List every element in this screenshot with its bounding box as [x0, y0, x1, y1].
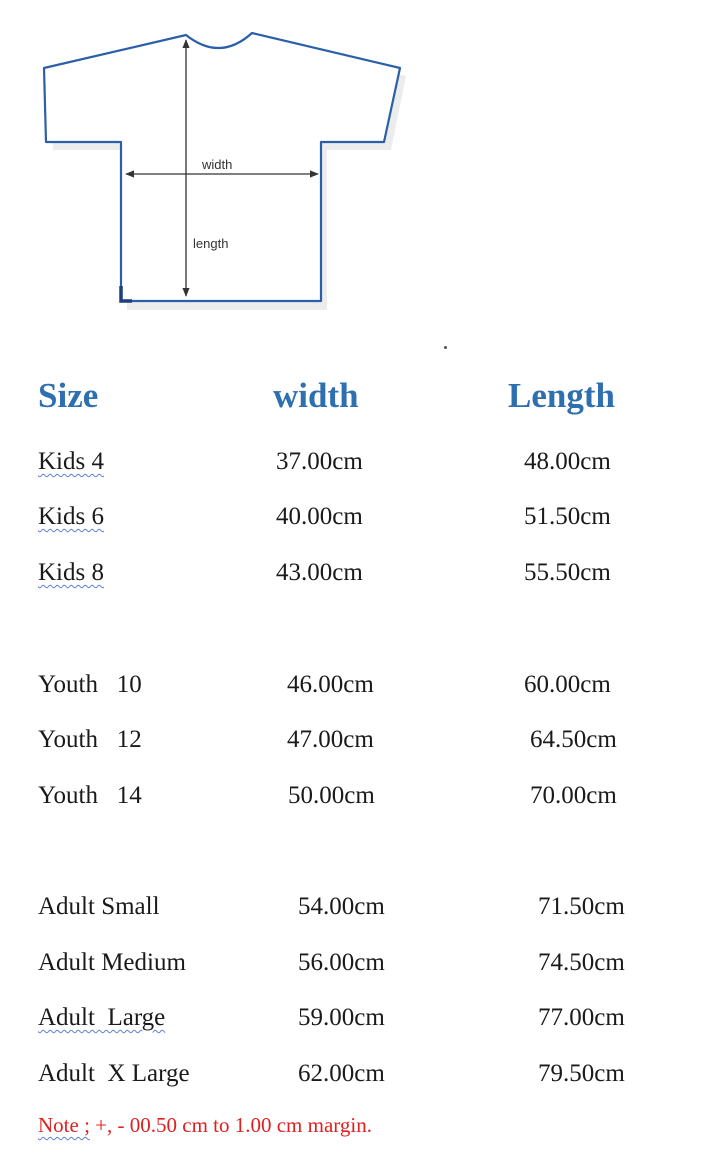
row-width-youth-10: 46.00cm [287, 671, 374, 698]
stray-dot [444, 346, 447, 349]
row-length-kids-8: 55.50cm [524, 559, 611, 586]
tshirt-measurement-diagram [0, 0, 440, 320]
row-length-adult-large: 77.00cm [538, 1004, 625, 1031]
row-width-youth-14: 50.00cm [288, 782, 375, 809]
row-size-adult-small: Adult Small [38, 893, 160, 920]
row-size-kids-8: Kids 8 [38, 559, 104, 586]
row-size-youth-10: Youth 10 [38, 671, 142, 698]
header-length: Length [508, 376, 615, 415]
row-size-adult-medium: Adult Medium [38, 949, 186, 976]
row-size-youth-12: Youth 12 [38, 726, 142, 753]
row-width-adult-small: 54.00cm [298, 893, 385, 920]
note-text: +, - 00.50 cm to 1.00 cm margin. [89, 1113, 372, 1137]
row-length-youth-14: 70.00cm [530, 782, 617, 809]
row-size-youth-14: Youth 14 [38, 782, 142, 809]
row-size-adult-large: Adult Large [38, 1004, 166, 1031]
row-width-youth-12: 47.00cm [287, 726, 374, 753]
row-width-kids-6: 40.00cm [276, 503, 363, 530]
note-prefix: Note ; [38, 1113, 90, 1137]
row-width-adult-medium: 56.00cm [298, 949, 385, 976]
row-length-adult-medium: 74.50cm [538, 949, 625, 976]
margin-note [38, 1112, 372, 1138]
row-length-youth-10: 60.00cm [524, 671, 611, 698]
row-size-kids-6: Kids 6 [38, 503, 104, 530]
row-length-youth-12: 64.50cm [530, 726, 617, 753]
row-width-adult-x-large: 62.00cm [298, 1060, 385, 1087]
width-label: width [202, 157, 233, 172]
length-label: length [193, 236, 229, 251]
row-width-kids-4: 37.00cm [276, 448, 363, 475]
row-size-adult-x-large: Adult X Large [38, 1060, 190, 1087]
header-width: width [273, 376, 359, 415]
row-length-adult-x-large: 79.50cm [538, 1060, 625, 1087]
row-length-kids-4: 48.00cm [524, 448, 611, 475]
row-length-kids-6: 51.50cm [524, 503, 611, 530]
row-length-adult-small: 71.50cm [538, 893, 625, 920]
header-size: Size [38, 376, 99, 415]
row-width-adult-large: 59.00cm [298, 1004, 385, 1031]
row-width-kids-8: 43.00cm [276, 559, 363, 586]
row-size-kids-4: Kids 4 [38, 448, 104, 475]
